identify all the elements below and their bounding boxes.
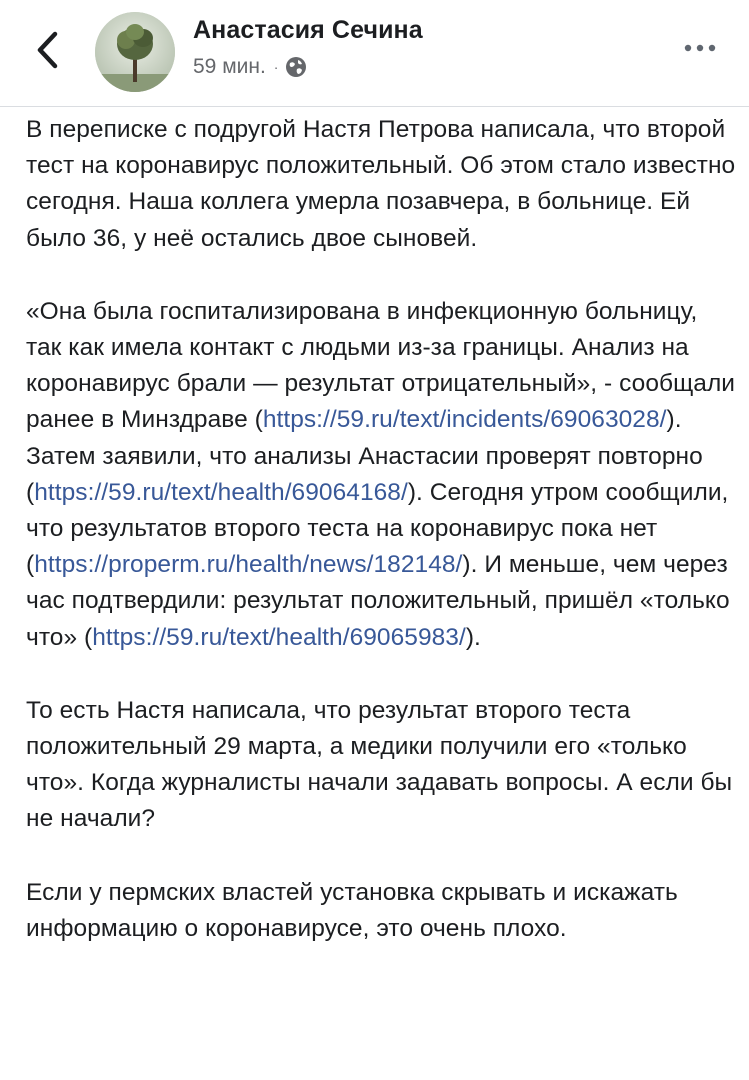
- more-horizontal-icon: [680, 38, 720, 58]
- post-meta: [193, 55, 307, 79]
- article-link[interactable]: https://59.ru/text/health/69064168/: [34, 478, 408, 506]
- post-body: [26, 112, 738, 947]
- article-link[interactable]: https://59.ru/text/health/69065983/: [92, 623, 466, 651]
- more-options-button[interactable]: [680, 38, 720, 58]
- paragraph-text: ). Затем заявили, что анализы Анастасии проверят повторно (: [26, 406, 703, 506]
- paragraph-text: ). И меньше, чем через час подтвердили: результат положительный, пришёл «только что» (: [26, 551, 730, 651]
- post-paragraph: [26, 294, 738, 656]
- article-link[interactable]: https://properm.ru/health/news/182148/: [34, 551, 463, 579]
- chevron-left-icon: [30, 28, 66, 72]
- globe-icon[interactable]: [285, 56, 307, 78]
- post-paragraph: В переписке с подругой Настя Петрова написала, что второй тест на коронавирус положительный. Об этом стало известно сегодня. Наша коллега умерла позавчера, в больнице. Ей было 36, у неё остались двое сыновей.: [26, 116, 736, 252]
- post-time[interactable]: 59 мин.: [193, 55, 266, 78]
- article-link[interactable]: https://59.ru/text/incidents/69063028/: [262, 406, 667, 434]
- back-button[interactable]: [30, 28, 66, 72]
- paragraph-text: ).: [465, 623, 481, 651]
- paragraph-text: «Она была госпитализирована в инфекционную больницу, так как имела контакт с людьми из-за границы. Анализ на коронавирус брали — результат отрицательный», - сообщали ранее в Минздраве (: [26, 297, 736, 434]
- avatar[interactable]: [95, 12, 175, 92]
- post-paragraph: Если у пермских властей установка скрывать и искажать информацию о коронавирусе, это очень плохо.: [26, 878, 678, 942]
- author-name[interactable]: Анастасия Сечина: [193, 16, 423, 44]
- post-header: [0, 0, 749, 107]
- paragraph-text: ). Сегодня утром сообщили, что результатов второго теста на коронавирус пока нет (: [26, 478, 729, 579]
- separator-dot: ·: [273, 59, 279, 75]
- post-paragraph: То есть Настя написала, что результат второго теста положительный 29 марта, а медики получили его «только что». Когда журналисты начали задавать вопросы. А если бы не начали?: [26, 696, 733, 833]
